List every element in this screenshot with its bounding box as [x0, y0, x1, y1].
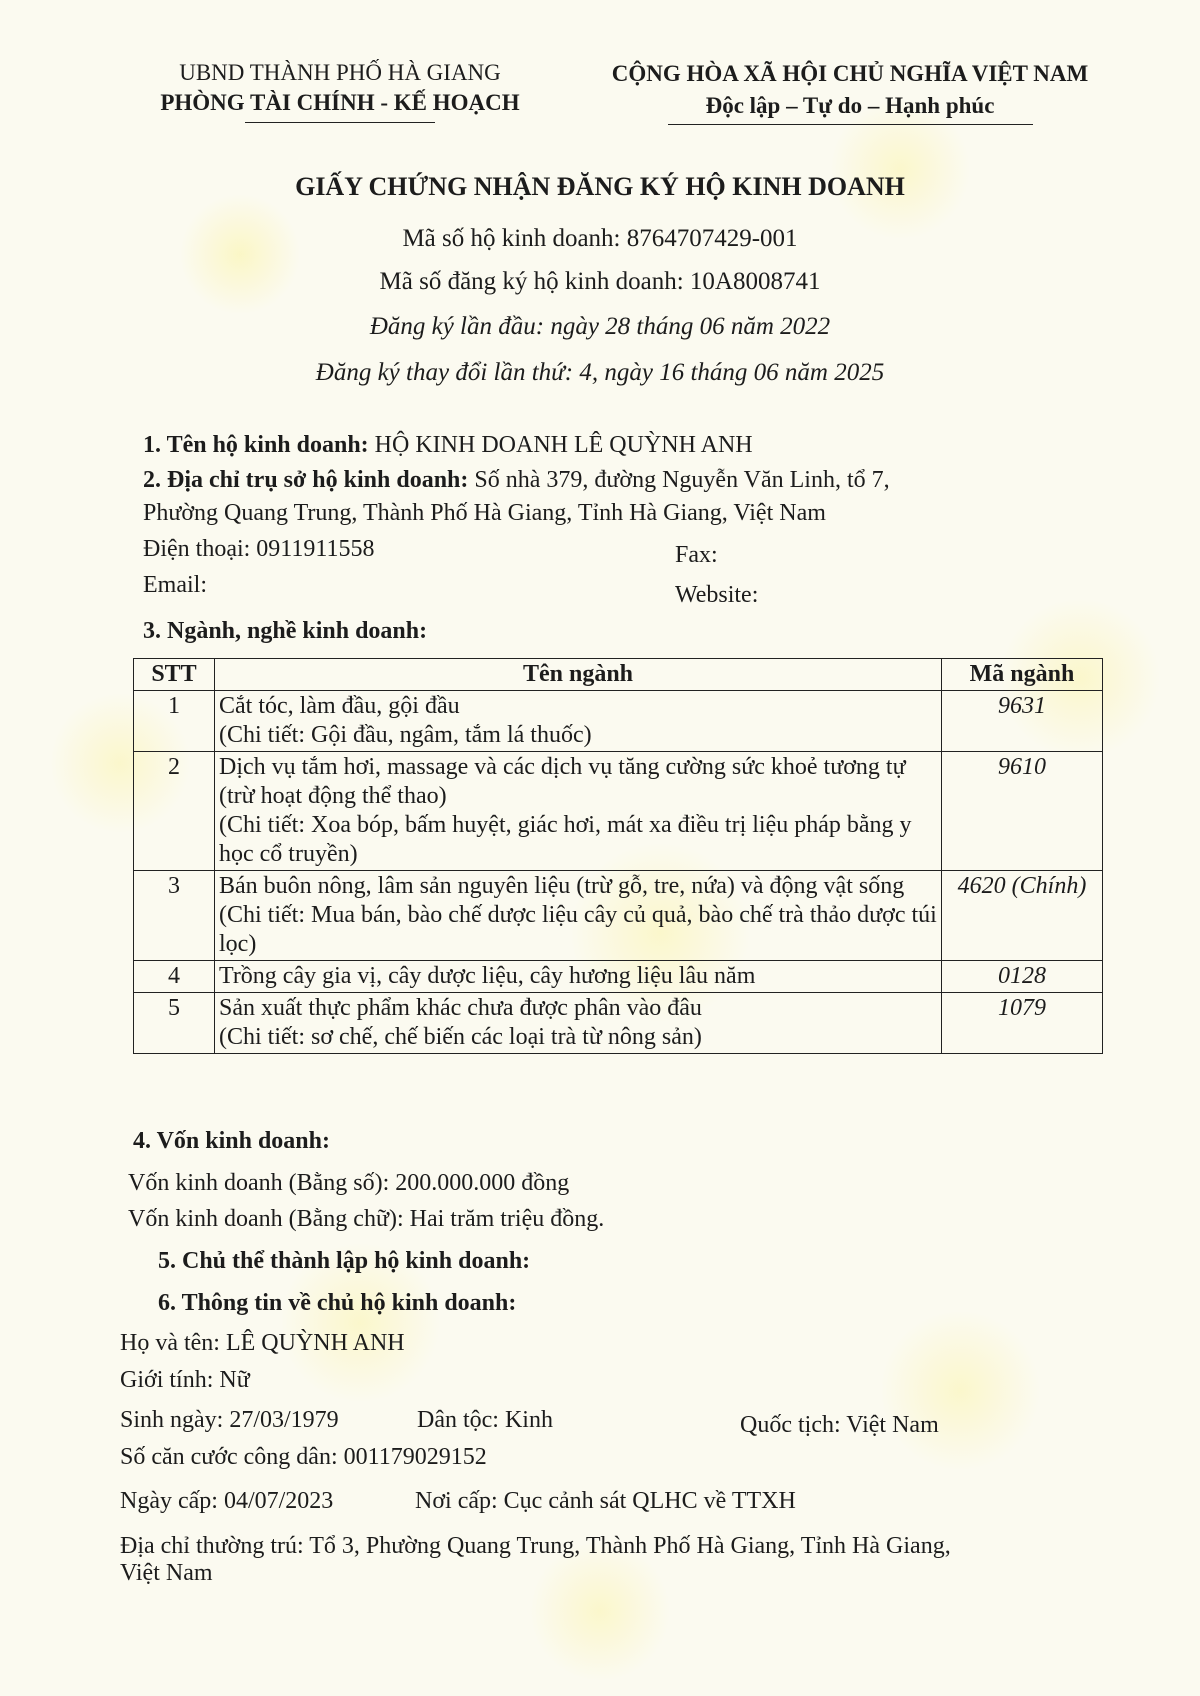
column-header-stt: STT [134, 659, 215, 691]
business-lines-table [133, 658, 1103, 1054]
row-name-detail: (Chi tiết: sơ chế, chế biến các loại trà từ nông sản) [219, 1024, 702, 1050]
registration-code: Mã số đăng ký hộ kinh doanh: 10A8008741 [379, 268, 821, 295]
nation-motto: Độc lập – Tự do – Hạnh phúc [705, 93, 995, 118]
authority-parent: UBND THÀNH PHỐ HÀ GIANG [179, 60, 501, 85]
document-title: GIẤY CHỨNG NHẬN ĐĂNG KÝ HỘ KINH DOANH [295, 172, 905, 201]
section-1-label: 1. Tên hộ kinh doanh: [143, 432, 369, 458]
address-line-2: Phường Quang Trung, Thành Phố Hà Giang, Tỉnh Hà Giang, Việt Nam [143, 500, 826, 526]
capital-numeric: Vốn kinh doanh (Bằng số): 200.000.000 đồng [128, 1170, 570, 1196]
row-name-detail: (Chi tiết: Gội đầu, ngâm, tắm lá thuốc) [219, 722, 592, 748]
row-code: 4620 (Chính) [942, 871, 1103, 961]
authority-department: PHÒNG TÀI CHÍNH - KẾ HOẠCH [160, 90, 520, 115]
owner-citizen-id: Số căn cước công dân: 001179029152 [120, 1444, 487, 1470]
nation-name: CỘNG HÒA XÃ HỘI CHỦ NGHĨA VIỆT NAM [611, 61, 1089, 86]
table-row [134, 961, 1103, 993]
section-2 [143, 467, 890, 494]
table-row [134, 752, 1103, 871]
owner-gender: Giới tính: Nữ [120, 1367, 250, 1393]
row-name-line: Dịch vụ tắm hơi, massage và các dịch vụ tăng cường sức khoẻ tương tự (trừ hoạt động thể thao) [219, 754, 906, 809]
first-registration-date: Đăng ký lần đầu: ngày 28 tháng 06 năm 2022 [369, 313, 831, 340]
row-name-line: Sản xuất thực phẩm khác chưa được phân vào đâu [219, 995, 702, 1021]
email: Email: [143, 572, 207, 598]
row-code: 9610 [942, 752, 1103, 871]
row-name-line: Bán buôn nông, lâm sản nguyên liệu (trừ gỗ, tre, nứa) và động vật sống [219, 873, 905, 899]
table-row [134, 691, 1103, 752]
table-header-row [134, 659, 1103, 691]
owner-id-issue-date: Ngày cấp: 04/07/2023 [120, 1488, 334, 1514]
capital-words: Vốn kinh doanh (Bằng chữ): Hai trăm triệu đồng. [128, 1206, 605, 1232]
business-code: Mã số hộ kinh doanh: 8764707429-001 [402, 225, 798, 252]
row-name [215, 993, 942, 1054]
row-stt: 4 [134, 961, 215, 993]
section-5-label: 5. Chủ thể thành lập hộ kinh doanh: [158, 1248, 531, 1274]
table-row [134, 993, 1103, 1054]
section-3-label: 3. Ngành, nghề kinh doanh: [143, 618, 428, 644]
row-name [215, 752, 942, 871]
section-4-label: 4. Vốn kinh doanh: [133, 1128, 330, 1154]
column-header-code: Mã ngành [942, 659, 1103, 691]
section-6-label: 6. Thông tin về chủ hộ kinh doanh: [158, 1290, 517, 1316]
owner-address-line-2: Việt Nam [120, 1560, 213, 1586]
fax: Fax: [675, 542, 718, 568]
owner-address-line-1: Địa chỉ thường trú: Tổ 3, Phường Quang Trung, Thành Phố Hà Giang, Tỉnh Hà Giang, [120, 1533, 951, 1559]
row-name [215, 961, 942, 993]
motto-underline [668, 124, 1033, 125]
row-stt: 1 [134, 691, 215, 752]
row-name-detail: (Chi tiết: Mua bán, bào chế dược liệu cây củ quả, bào chế trà thảo dược túi lọc) [219, 902, 937, 957]
row-stt: 2 [134, 752, 215, 871]
row-code: 0128 [942, 961, 1103, 993]
issuing-authority [140, 58, 540, 123]
column-header-name: Tên ngành [215, 659, 942, 691]
owner-birth-date: Sinh ngày: 27/03/1979 [120, 1407, 339, 1433]
website: Website: [675, 582, 759, 608]
owner-id-issue-place: Nơi cấp: Cục cảnh sát QLHC về TTXH [415, 1488, 796, 1514]
row-name [215, 871, 942, 961]
authority-underline [245, 122, 435, 123]
section-2-label: 2. Địa chỉ trụ sở hộ kinh doanh: [143, 467, 469, 493]
national-motto [575, 58, 1125, 125]
owner-name: Họ và tên: LÊ QUỲNH ANH [120, 1330, 405, 1356]
row-name-line: Trồng cây gia vị, cây dược liệu, cây hương liệu lâu năm [219, 963, 756, 989]
row-stt: 5 [134, 993, 215, 1054]
row-name-line: Cắt tóc, làm đầu, gội đầu [219, 693, 460, 719]
owner-ethnicity: Dân tộc: Kinh [417, 1407, 553, 1433]
change-registration-date: Đăng ký thay đổi lần thứ: 4, ngày 16 tháng 06 năm 2025 [315, 359, 885, 386]
section-1 [143, 432, 753, 459]
row-name [215, 691, 942, 752]
row-code: 1079 [942, 993, 1103, 1054]
row-stt: 3 [134, 871, 215, 961]
address-line-1: Số nhà 379, đường Nguyễn Văn Linh, tổ 7, [474, 467, 890, 493]
owner-nationality: Quốc tịch: Việt Nam [740, 1412, 939, 1438]
phone: Điện thoại: 0911911558 [143, 536, 375, 562]
row-name-detail: (Chi tiết: Xoa bóp, bấm huyệt, giác hơi, mát xa điều trị liệu pháp bằng y học cổ truyền) [219, 812, 912, 867]
table-row [134, 871, 1103, 961]
row-code: 9631 [942, 691, 1103, 752]
business-name: HỘ KINH DOANH LÊ QUỲNH ANH [374, 432, 753, 458]
